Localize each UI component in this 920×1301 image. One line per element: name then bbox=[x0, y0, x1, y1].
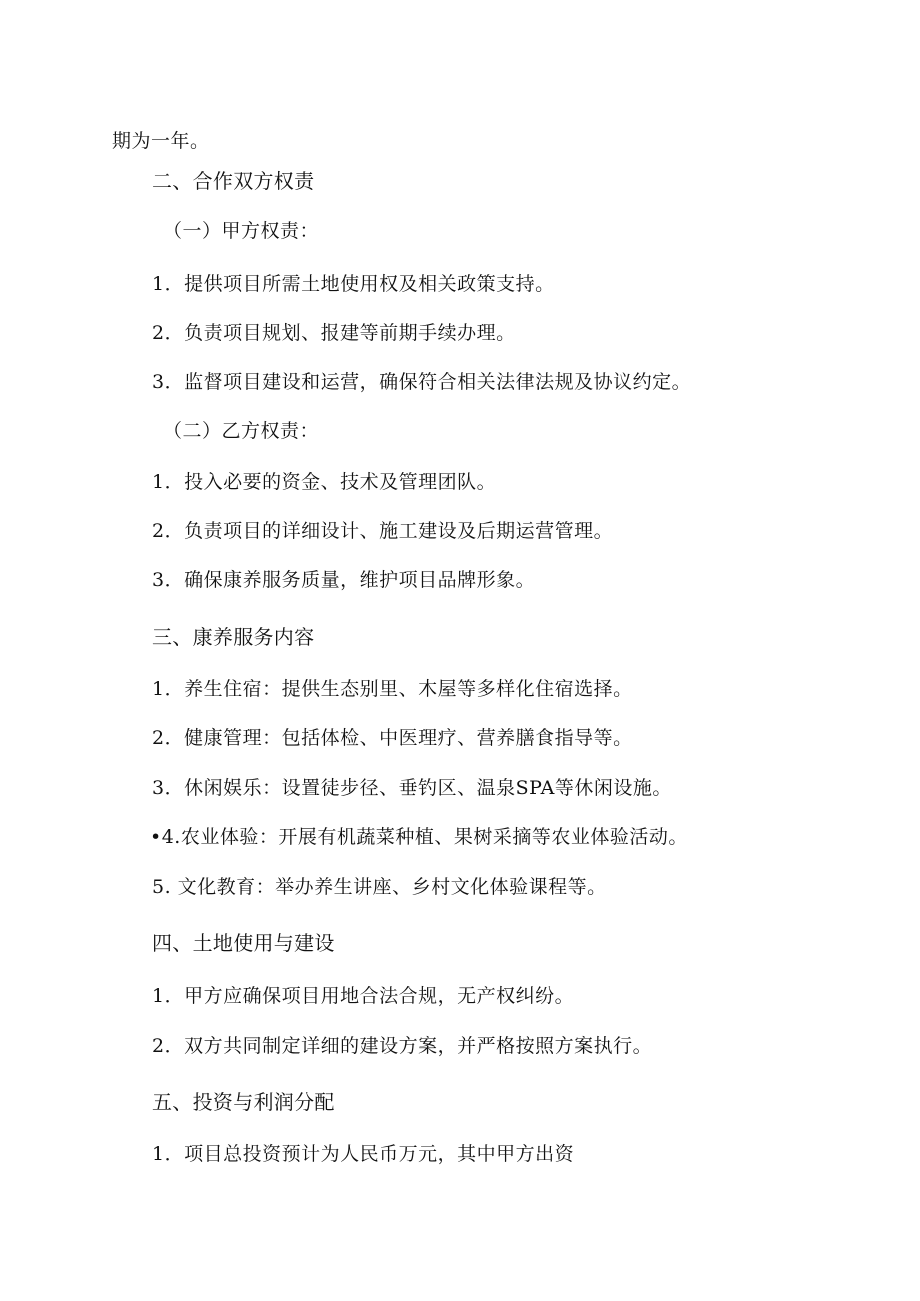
party-b-item-2: 2．负责项目的详细设计、施工建设及后期运营管理。 bbox=[152, 520, 614, 542]
land-item-1: 1．甲方应确保项目用地合法合规，无产权纠纷。 bbox=[152, 985, 575, 1007]
section-2-heading: 二、合作双方权责 bbox=[152, 169, 315, 193]
service-item-5: 5. 文化教育：举办养生讲座、乡村文化体验课程等。 bbox=[152, 876, 607, 898]
investment-item-1: 1．项目总投资预计为人民币万元，其中甲方出资 bbox=[152, 1143, 575, 1165]
service-item-4: •4.农业体验：开展有机蔬菜种植、果树采摘等农业体验活动。 bbox=[150, 826, 688, 848]
section-3-heading: 三、康养服务内容 bbox=[152, 625, 315, 649]
section-5-heading: 五、投资与利润分配 bbox=[152, 1090, 335, 1114]
party-a-item-3: 3．监督项目建设和运营，确保符合相关法律法规及协议约定。 bbox=[152, 371, 692, 393]
land-item-2: 2．双方共同制定详细的建设方案，并严格按照方案执行。 bbox=[152, 1035, 653, 1057]
section-4-heading: 四、土地使用与建设 bbox=[152, 931, 335, 955]
party-b-item-1: 1．投入必要的资金、技术及管理团队。 bbox=[152, 471, 497, 493]
party-b-subheading: （二）乙方权责： bbox=[163, 420, 320, 442]
party-a-subheading: （一）甲方权责： bbox=[163, 220, 320, 242]
party-a-item-1: 1．提供项目所需土地使用权及相关政策支持。 bbox=[152, 273, 555, 295]
party-a-item-2: 2．负责项目规划、报建等前期手续办理。 bbox=[152, 322, 516, 344]
service-item-3: 3．休闲娱乐：设置徒步径、垂钓区、温泉SPA等休闲设施。 bbox=[152, 777, 672, 799]
service-item-1: 1．养生住宿：提供生态别里、木屋等多样化住宿选择。 bbox=[152, 678, 633, 700]
service-item-2: 2．健康管理：包括体检、中医理疗、营养膳食指导等。 bbox=[152, 727, 633, 749]
party-b-item-3: 3．确保康养服务质量，维护项目品牌形象。 bbox=[152, 569, 536, 591]
continuation-text: 期为一年。 bbox=[112, 130, 210, 152]
